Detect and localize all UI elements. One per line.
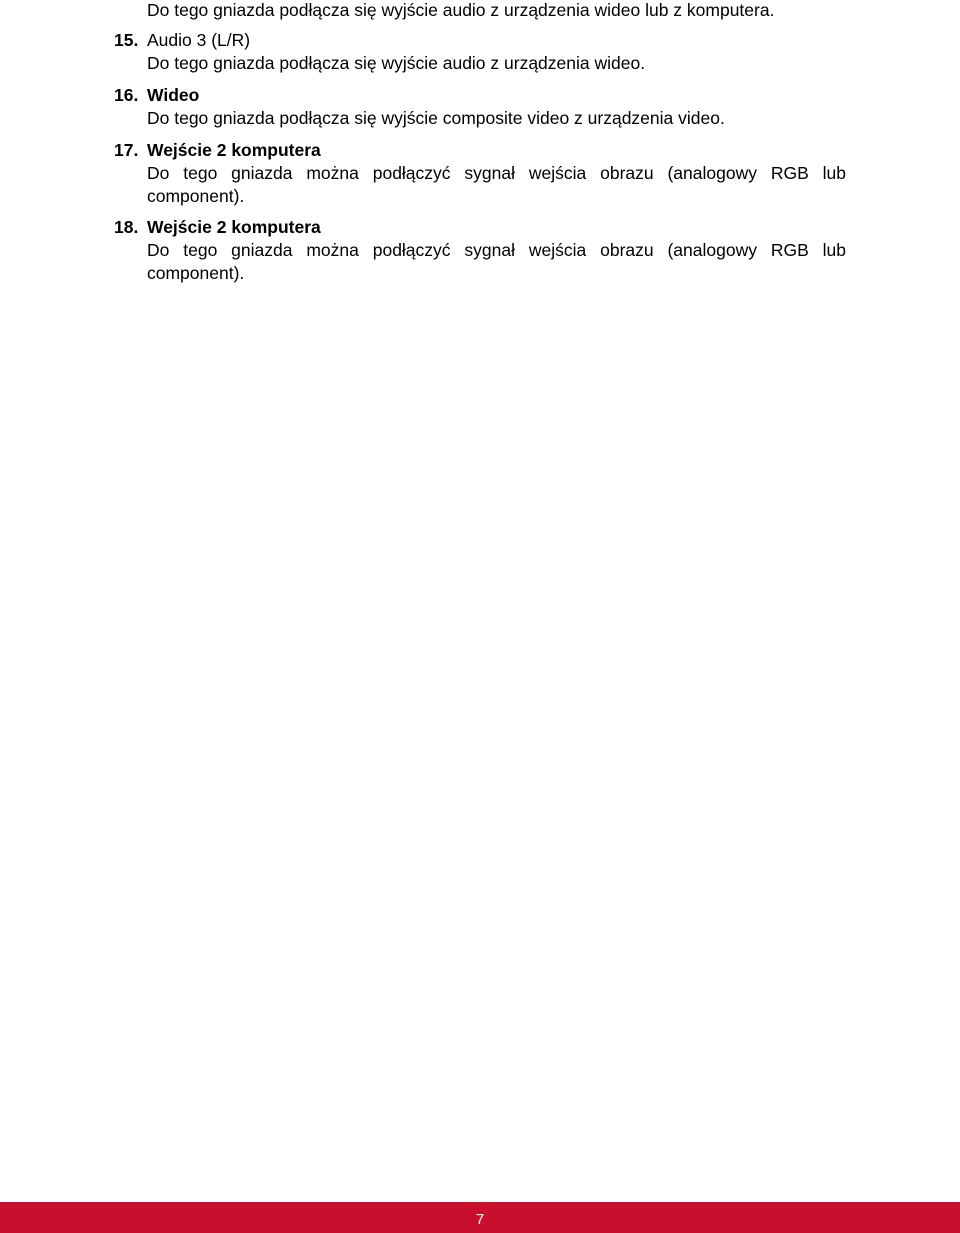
item-description: Do tego gniazda można podłączyć sygnał wejścia obrazu (analogowy RGB lub component). bbox=[147, 240, 846, 283]
item-title: Wejście 2 komputera bbox=[147, 217, 321, 237]
item-number: 18. bbox=[114, 217, 139, 237]
item-description: Do tego gniazda podłącza się wyjście audio z urządzenia wideo. bbox=[147, 53, 646, 73]
item-title: Audio 3 (L/R) bbox=[147, 30, 251, 50]
item-description: Do tego gniazda można podłączyć sygnał wejścia obrazu (analogowy RGB lub component). bbox=[147, 163, 846, 206]
item-title: Wejście 2 komputera bbox=[147, 140, 321, 160]
item-number: 17. bbox=[114, 140, 139, 160]
item-number: 15. bbox=[114, 30, 139, 50]
footer-bar bbox=[0, 1202, 960, 1233]
intro-line: Do tego gniazda podłącza się wyjście audio z urządzenia wideo lub z komputera. bbox=[147, 0, 775, 20]
item-title: Wideo bbox=[147, 85, 200, 105]
page-number: 7 bbox=[475, 1211, 485, 1228]
item-description: Do tego gniazda podłącza się wyjście composite video z urządzenia video. bbox=[147, 108, 725, 128]
item-number: 16. bbox=[114, 85, 139, 105]
